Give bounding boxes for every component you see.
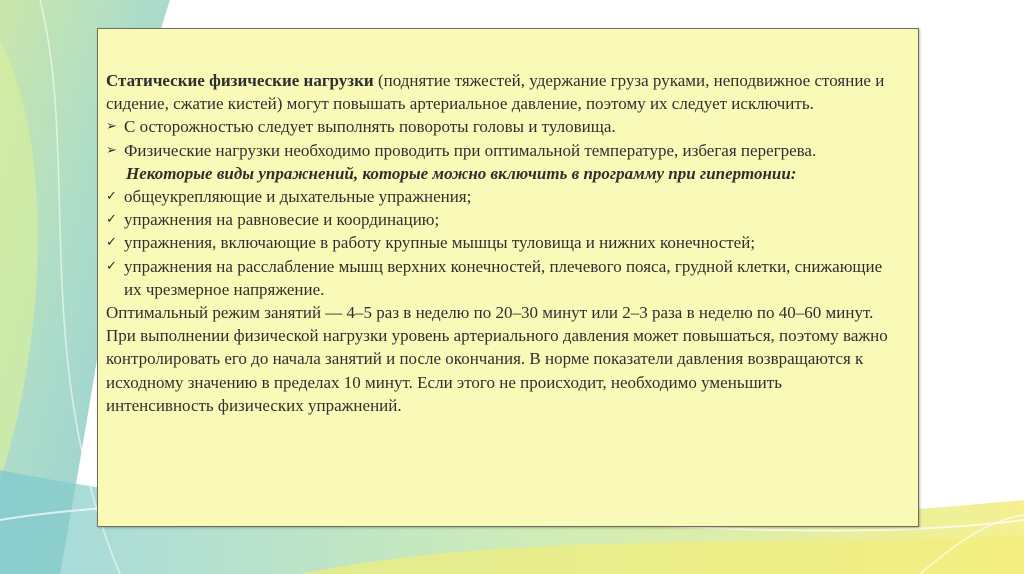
exercise-item: ✓ упражнения, включающие в работу крупные мышцы туловища и нижних конечностей; bbox=[106, 231, 890, 254]
content-box bbox=[97, 28, 919, 527]
exercise-item: ✓ общеукрепляющие и дыхательные упражнения; bbox=[106, 185, 890, 208]
arrow-bullet-icon: ➢ bbox=[106, 119, 117, 135]
intro-text: (поднятие тяжестей, удержание груза руками, неподвижное стояние и сидение, сжатие кистей) могут повышать артериальное давление, поэтому их следует исключить. bbox=[106, 71, 885, 114]
intro-paragraph bbox=[106, 69, 890, 115]
exercise-item: ✓ упражнения на расслабление мышц верхних конечностей, плечевого пояса, грудной клетки, снижающие их чрезмерное напряжение. bbox=[106, 256, 883, 299]
arrow-bullet-icon: ➢ bbox=[106, 142, 117, 158]
caution-item: ➢ Физические нагрузки необходимо проводить при оптимальной температуре, избегая перегрева. bbox=[106, 139, 890, 162]
caution-item: ➢ С осторожностью следует выполнять повороты головы и туловища. bbox=[106, 115, 890, 138]
check-bullet-icon: ✓ bbox=[106, 235, 117, 251]
exercise-item: ✓ упражнения на равновесие и координацию; bbox=[106, 208, 890, 231]
check-bullet-icon: ✓ bbox=[106, 258, 117, 274]
exercises-heading: Некоторые виды упражнений, которые можно включить в программу при гипертонии: bbox=[126, 163, 797, 183]
check-bullet-icon: ✓ bbox=[106, 189, 117, 205]
check-bullet-icon: ✓ bbox=[106, 212, 117, 228]
pressure-paragraph: При выполнении физической нагрузки уровень артериального давления может повышаться, поэтому важно контролировать его до начала занятий и после окончания. В норме показатели давления возвращаются к исходному значению в пределах 10 минут. Если этого не происходит, необходимо уменьшить интенсивность физических упражнений. bbox=[106, 326, 888, 415]
regime-paragraph: Оптимальный режим занятий — 4–5 раз в неделю по 20–30 минут или 2–3 раза в неделю по 40–60 минут. bbox=[106, 303, 874, 323]
intro-bold: Статические физические нагрузки bbox=[106, 71, 374, 90]
